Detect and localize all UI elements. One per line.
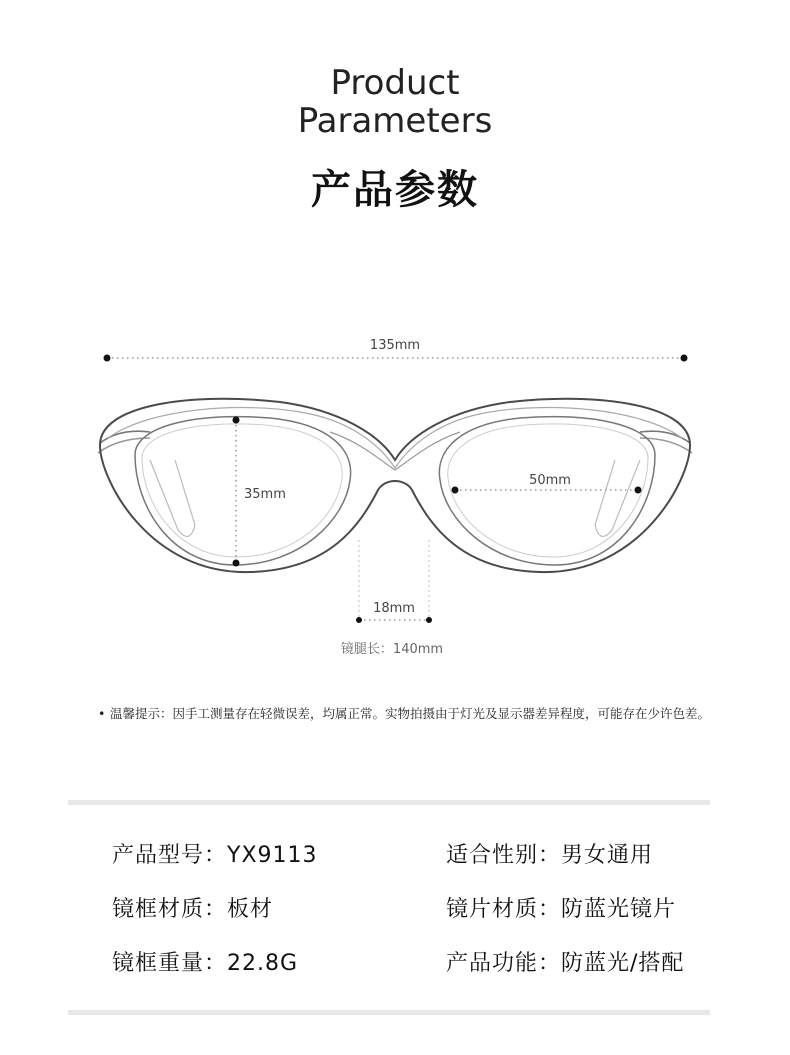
param-model (112, 838, 318, 869)
param-weight (112, 946, 298, 977)
param-lens-material-value: 防蓝光镜片 (561, 897, 677, 922)
glasses-frame (98, 399, 692, 572)
bridge-width-label: 18mm (373, 601, 415, 616)
bridge-dot-left (356, 617, 362, 623)
param-lens-material (446, 892, 676, 923)
param-gender-value: 男女通用 (561, 843, 654, 868)
note-text: 温馨提示：因手工测量存在轻微误差，均属正常。实物拍摄由于灯光及显示器差异程度，可能存在少许色差。 (110, 706, 711, 721)
param-model-value: YX9113 (227, 843, 318, 868)
param-gender (446, 838, 653, 869)
param-function-value: 防蓝光/搭配 (561, 951, 685, 976)
param-lens-material-label: 镜片材质： (446, 897, 562, 922)
param-gender-label: 适合性别： (446, 843, 562, 868)
title-en-line1: Product (330, 63, 460, 103)
temple-length-label: 镜腿长：140mm (340, 642, 444, 657)
glasses-dimension-diagram (0, 320, 790, 680)
param-function (446, 946, 684, 977)
total-width-dot-left (104, 355, 111, 362)
lens-height-label: 35mm (244, 487, 286, 502)
page-title-chinese: 产品参数 (311, 167, 479, 213)
divider-bottom (68, 1010, 710, 1015)
title-en-line2: Parameters (297, 101, 493, 141)
lens-width-dot-left (452, 487, 459, 494)
lens-width-dot-right (635, 487, 642, 494)
lens-width-label: 50mm (529, 473, 571, 488)
param-function-label: 产品功能： (446, 951, 562, 976)
note-bullet: • (98, 706, 106, 721)
lens-height-dot-top (233, 417, 240, 424)
param-frame-material-value: 板材 (227, 897, 274, 922)
divider-top (68, 800, 710, 805)
total-width-label: 135mm (369, 338, 421, 353)
total-width-dot-right (681, 355, 688, 362)
param-frame-material (112, 892, 273, 923)
param-frame-material-label: 镜框材质： (112, 897, 228, 922)
param-weight-value: 22.8G (227, 951, 299, 976)
bridge-dot-right (426, 617, 432, 623)
param-model-label: 产品型号： (112, 843, 228, 868)
page-title-english (0, 64, 790, 140)
measurement-note (98, 703, 730, 725)
lens-height-dot-bottom (233, 560, 240, 567)
param-weight-label: 镜框重量： (112, 951, 228, 976)
